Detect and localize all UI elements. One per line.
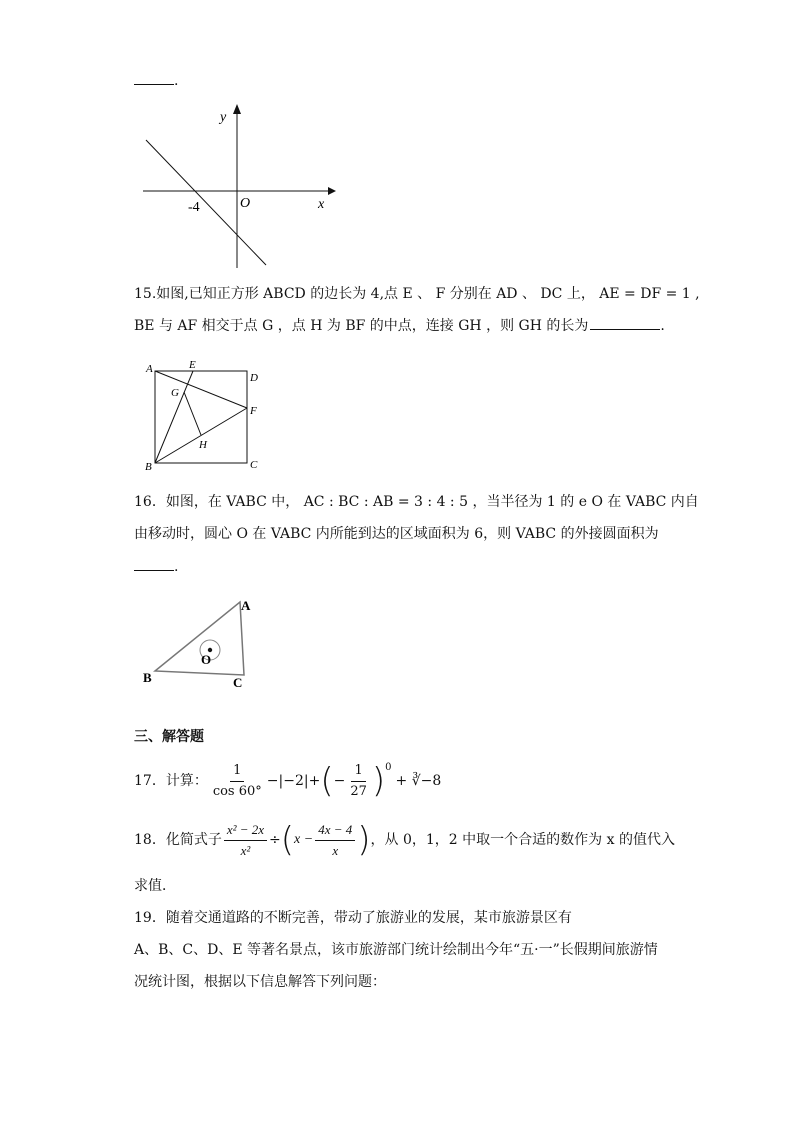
segment-bf bbox=[155, 408, 247, 463]
q18 bbox=[134, 815, 675, 865]
frac-den: 27 bbox=[350, 783, 367, 799]
y-label: y bbox=[220, 110, 227, 125]
frac-den: x bbox=[332, 842, 339, 858]
segment-gh bbox=[184, 392, 201, 435]
label-b: B bbox=[145, 461, 152, 473]
q17 bbox=[134, 756, 441, 806]
blank-line bbox=[134, 70, 174, 85]
triangle-figure bbox=[140, 596, 265, 691]
q16-line1: 16．如图，在 VABC 中， AC : BC : AB = 3 : 4 : 5 ，当半径为 1 的 e O 在 VABC 内自 bbox=[134, 494, 699, 510]
q15-line2-text: BE 与 AF 相交于点 G ，点 H 为 BF 的中点，连接 GH ，则 GH 的长为 bbox=[134, 318, 589, 334]
paren-open: ( bbox=[320, 761, 334, 801]
label-c: C bbox=[250, 459, 258, 471]
label-b: B bbox=[143, 670, 152, 685]
q16-line3 bbox=[134, 556, 178, 577]
q18-inner-x: x − bbox=[294, 832, 314, 847]
frac-num: 4x − 4 bbox=[315, 822, 355, 841]
paren-open: ( bbox=[280, 820, 295, 860]
q18-frac1 bbox=[224, 822, 267, 859]
frac-num: 1 bbox=[230, 763, 244, 782]
paren-close: ) bbox=[357, 820, 371, 860]
segment-af bbox=[155, 371, 247, 408]
y-axis-arrow bbox=[233, 104, 241, 114]
triangle-abc bbox=[155, 602, 244, 675]
answer-blank-prev bbox=[134, 70, 178, 91]
answer-blank bbox=[134, 556, 174, 571]
square-figure bbox=[140, 356, 265, 476]
q18-suffix: ，从 0，1，2 中取一个合适的数作为 x 的值代入 bbox=[370, 832, 675, 848]
frac-num: x² − 2x bbox=[224, 822, 267, 841]
label-g: G bbox=[171, 387, 179, 399]
x-axis-arrow bbox=[328, 187, 336, 195]
q17-frac1 bbox=[210, 763, 265, 800]
origin-label: O bbox=[240, 196, 251, 211]
q18-line2: 求值． bbox=[134, 878, 176, 894]
intercept-label: -4 bbox=[188, 200, 200, 215]
q15-line2 bbox=[134, 315, 665, 336]
divide-sign: ÷ bbox=[269, 832, 281, 848]
q18-prefix: 18．化简式子 bbox=[134, 832, 222, 848]
line-graph-figure bbox=[138, 100, 338, 270]
label-c: C bbox=[233, 675, 243, 690]
label-e: E bbox=[189, 359, 196, 371]
q17-tail: + ∛−8 bbox=[395, 773, 442, 789]
period: . bbox=[660, 318, 665, 334]
paren-close: ) bbox=[371, 761, 386, 801]
q18-frac2 bbox=[315, 822, 355, 859]
period: . bbox=[174, 73, 179, 89]
q19-line2: A、B、C、D、E 等著名景点，该市旅游部门统计绘制出今年“五·一”长假期间旅游情 bbox=[134, 942, 658, 958]
frac-den: cos 60° bbox=[212, 783, 262, 799]
q17-frac2 bbox=[347, 763, 370, 800]
label-f: F bbox=[250, 405, 257, 417]
x-label: x bbox=[318, 197, 325, 212]
label-h: H bbox=[199, 439, 207, 451]
q17-mid: −|−2|+ bbox=[266, 773, 321, 789]
minus-sign: − bbox=[333, 773, 346, 789]
period: . bbox=[174, 559, 179, 575]
q19-line1: 19．随着交通道路的不断完善，带动了旅游业的发展，某市旅游景区有 bbox=[134, 910, 572, 926]
q16-line2: 由移动时，圆心 O 在 VABC 内所能到达的区域面积为 6，则 VABC 的外接圆面积为 bbox=[134, 526, 659, 542]
label-o: O bbox=[201, 652, 212, 667]
q17-exp: 0 bbox=[385, 762, 392, 773]
frac-den: x² bbox=[240, 842, 251, 858]
q19-line3: 况统计图，根据以下信息解答下列问题： bbox=[134, 974, 386, 990]
label-a: A bbox=[241, 598, 251, 613]
q17-prefix: 17．计算： bbox=[134, 773, 208, 789]
label-d: D bbox=[250, 372, 258, 384]
q15-line1: 15.如图,已知正方形 ABCD 的边长为 4,点 E 、 F 分别在 AD 、 DC 上， AE = DF = 1 , bbox=[134, 286, 700, 302]
section-title: 三、解答题 bbox=[134, 729, 204, 745]
label-a: A bbox=[146, 363, 153, 375]
segment-be bbox=[155, 371, 193, 463]
answer-blank bbox=[590, 315, 660, 330]
frac-num: 1 bbox=[351, 763, 365, 782]
